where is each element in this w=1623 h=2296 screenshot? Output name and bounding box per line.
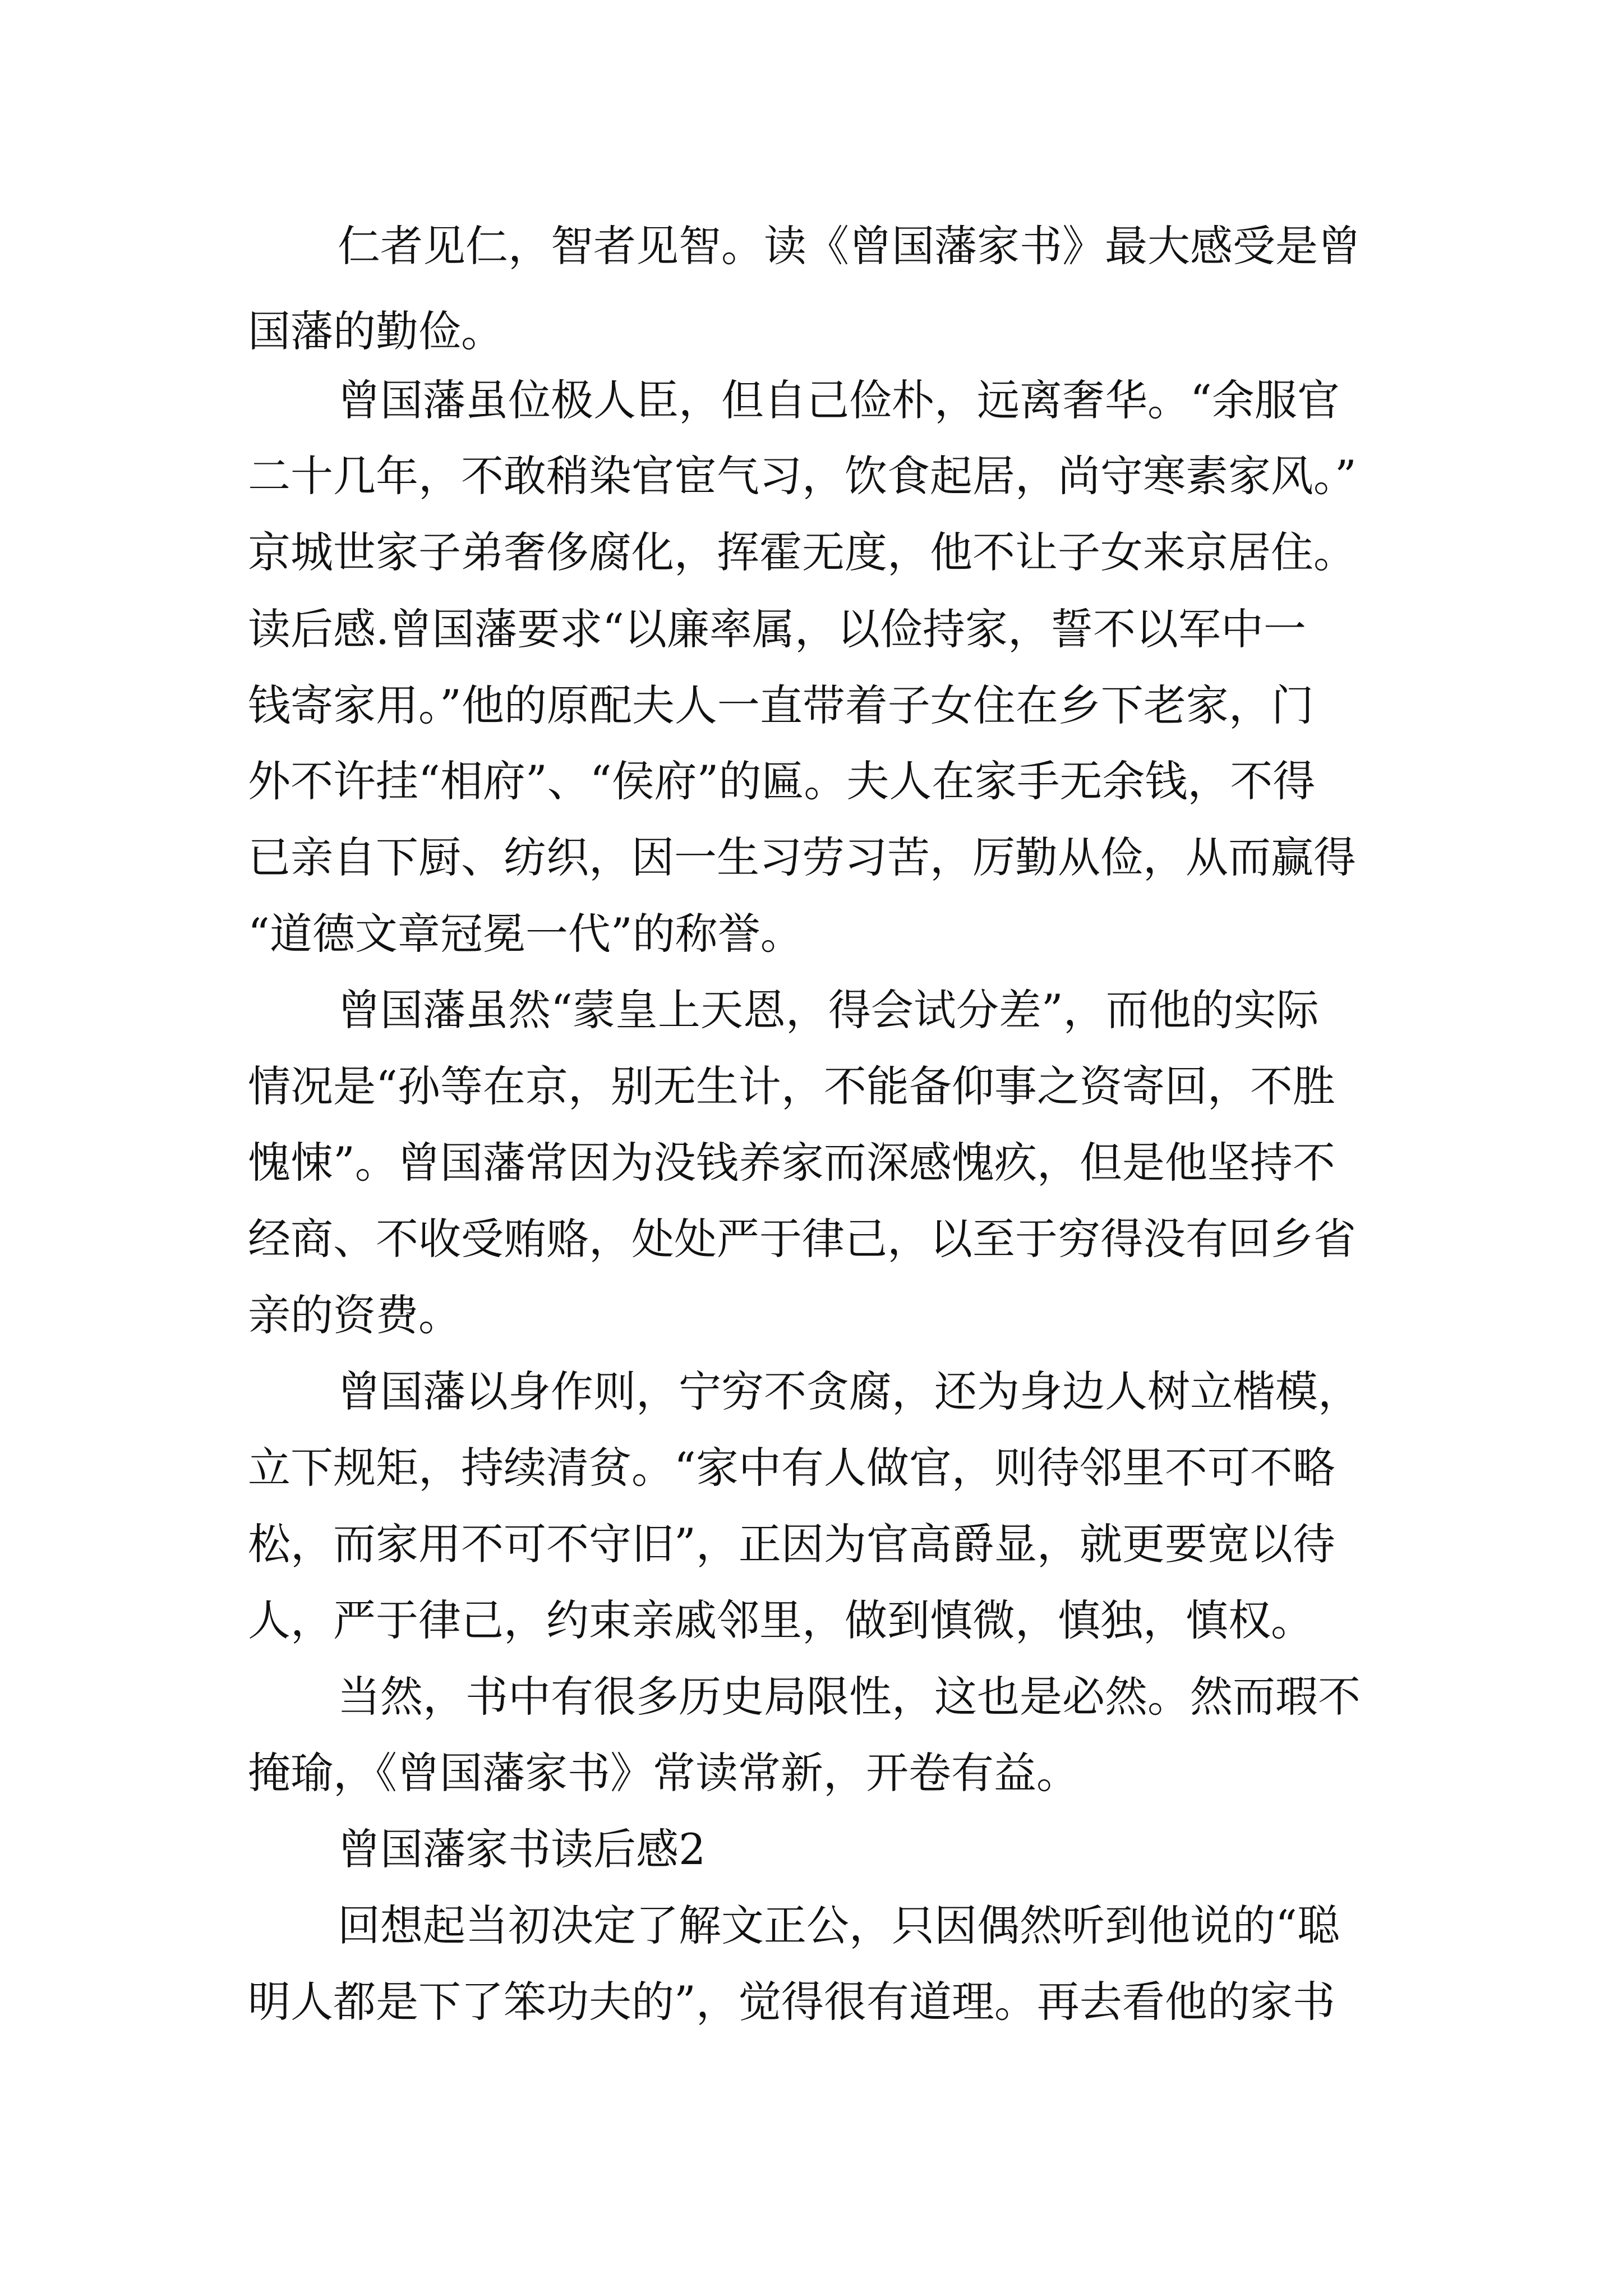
text-line: 人，严于律己，约束亲戚邻里，做到慎微，慎独，慎权。 (248, 1595, 1313, 1645)
text-line: 二十几年，不敢稍染官宦气习，饮食起居，尚守寒素家风。” (248, 451, 1357, 501)
text-line: 愧悚”。曾国藩常因为没钱养家而深感愧疚，但是他坚持不 (248, 1138, 1335, 1188)
text-line: 情况是“孙等在京，别无生计，不能备仰事之资寄回，不胜 (248, 1061, 1335, 1111)
text-line: 国藩的勤俭。 (248, 306, 504, 356)
text-line: 明人都是下了笨功夫的”，觉得很有道理。再去看他的家书 (248, 1977, 1335, 2027)
text-line: 曾国藩以身作则，宁穷不贪腐，还为身边人树立楷模， (338, 1366, 1361, 1416)
text-line: 松，而家用不可不守旧”，正因为官高爵显，就更要宽以待 (248, 1519, 1335, 1569)
text-line: 钱寄家用。”他的原配夫人一直带着子女住在乡下老家，门 (248, 680, 1314, 730)
text-line: 仁者见仁，智者见智。读《曾国藩家书》最大感受是曾 (338, 221, 1361, 271)
text-line: 掩瑜，《曾国藩家书》常读常新，开卷有益。 (248, 1748, 1079, 1798)
text-line: 立下规矩，持续清贫。“家中有人做官，则待邻里不可不略 (248, 1443, 1335, 1493)
text-line: “道德文章冠冕一代”的称誉。 (248, 909, 803, 959)
text-line: 亲的资费。 (248, 1290, 461, 1340)
text-line: 当然，书中有很多历史局限性，这也是必然。然而瑕不 (338, 1672, 1361, 1722)
text-line: 曾国藩虽然“蒙皇上天恩，得会试分差”，而他的实际 (338, 985, 1319, 1035)
text-line: 经商、不收受贿赂，处处严于律己，以至于穷得没有回乡省 (248, 1214, 1356, 1264)
text-line: 读后感.曾国藩要求“以廉率属，以俭持家，誓不以军中一 (248, 604, 1307, 654)
text-line: 曾国藩虽位极人臣，但自己俭朴，远离奢华。“余服官 (338, 375, 1340, 425)
text-line: 外不许挂“相府”、“侯府”的匾。夫人在家手无余钱，不得 (248, 756, 1316, 806)
text-line: 回想起当初决定了解文正公，只因偶然听到他说的“聪 (338, 1901, 1340, 1950)
text-line: 京城世家子弟奢侈腐化，挥霍无度，他不让子女来京居住。 (248, 527, 1356, 577)
text-line: 已亲自下厨、纺织，因一生习劳习苦，厉勤从俭，从而赢得 (248, 832, 1356, 882)
section-heading: 曾国藩家书读后感2 (338, 1824, 706, 1874)
